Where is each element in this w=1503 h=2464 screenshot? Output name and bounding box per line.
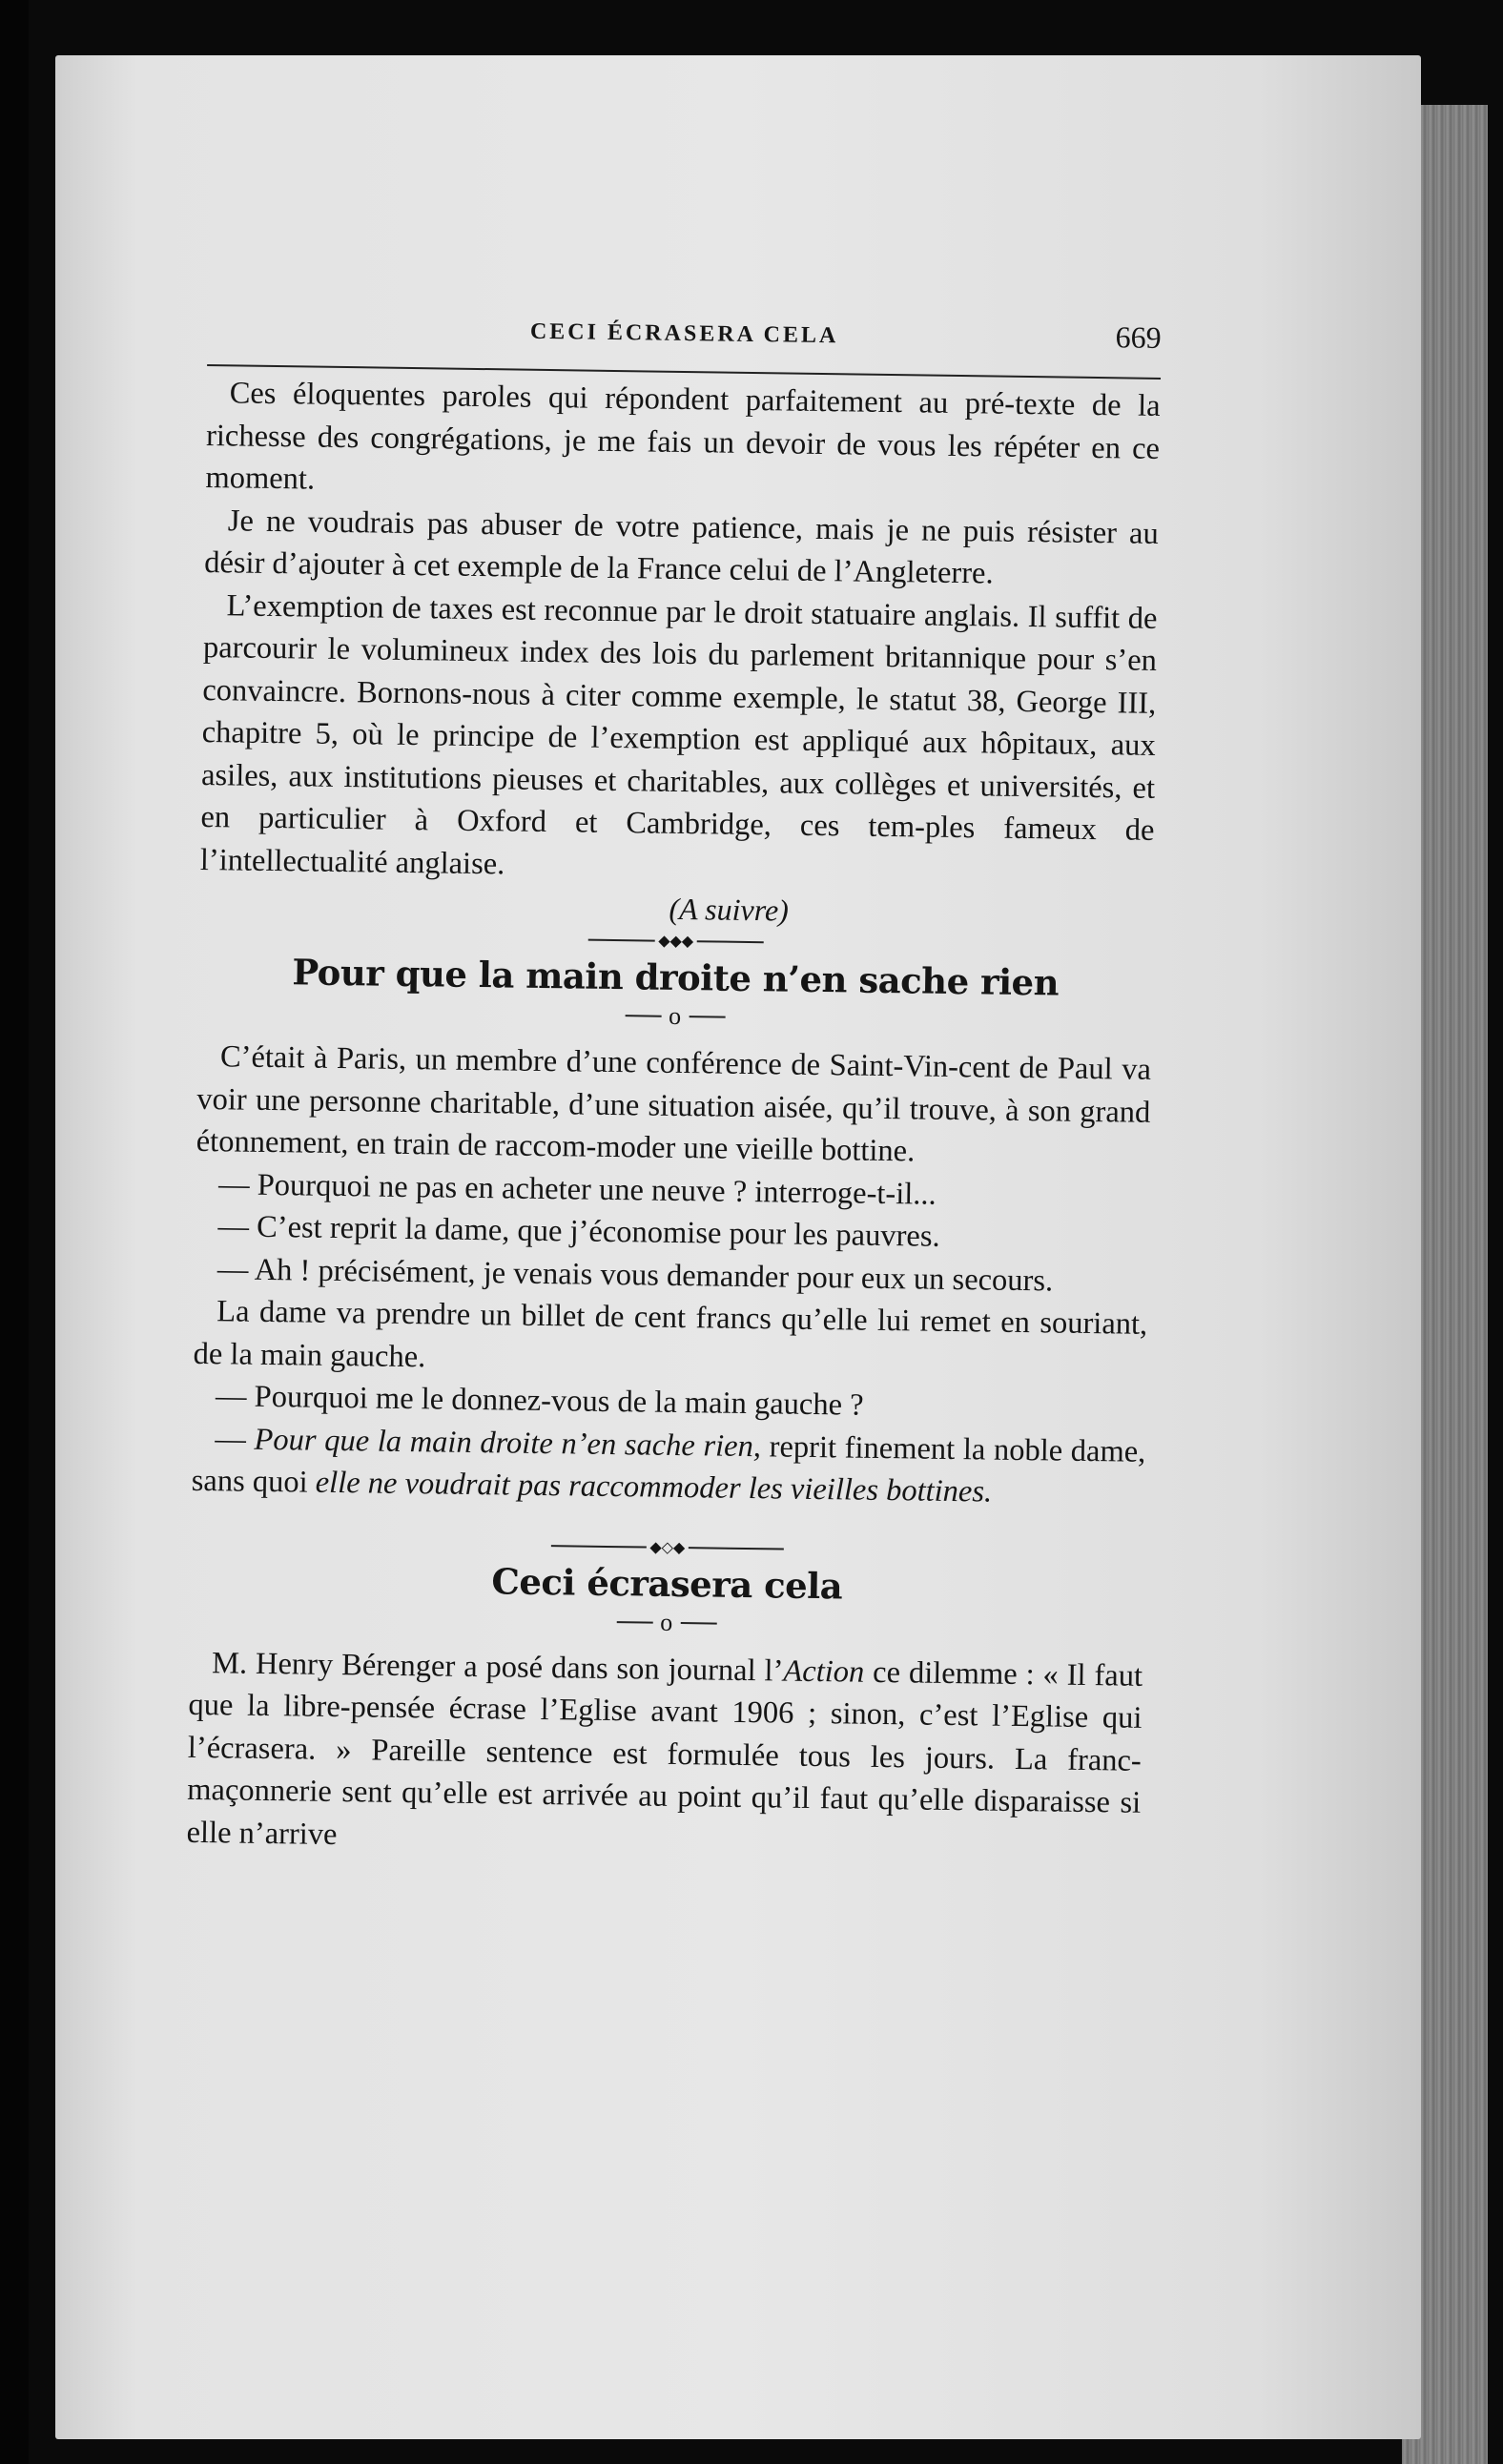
book-spine-shadow <box>0 0 29 2464</box>
paragraph: — Pourquoi me le donnez-vous de la main gauche ? <box>215 1379 864 1423</box>
paragraph: — Ah ! précisément, je venais vous demander pour eux un secours. <box>216 1251 1054 1299</box>
page-number: 669 <box>1115 319 1162 355</box>
article-title: Ceci écrasera cela <box>491 1559 843 1607</box>
ornament-divider: ◆◇◆ <box>191 1530 1144 1559</box>
paragraph: C’était à Paris, un membre d’une conférence de Saint-Vin-cent de Paul va voir une personne charitable, d’une situation aisée, qu’il trouve, à son grand étonnement, en train de raccom-moder une vieille bottine. <box>196 1039 1152 1169</box>
italic-text: Action <box>783 1653 865 1690</box>
text: ce dilemme : « Il faut que la libre-pensée écrase l’Eglise avant 1906 ; sinon, c’est l’Eglise qui l’écrasera. » Pareille sentence est formulée tous les jours. La franc-maçonnerie sent qu’elle est arrivée au point qu’il faut qu’elle disparaisse si elle n’arrive <box>186 1654 1143 1852</box>
running-head <box>207 305 1162 380</box>
paragraph <box>191 1417 1145 1515</box>
running-title: CECI ÉCRASERA CELA <box>529 318 839 349</box>
paragraph: L’exemption de taxes est reconnue par le droit statuaire anglais. Il suffit de parcourir le volumineux index des lois du parlement britannique pour s’en convaincre. Bornons-nous à citer comme exemple, le statut 38, George III, chapitre 5, où le principe de l’exemption est appliqué aux hôpitaux, aux asiles, aux institutions pieuses et charitables, aux collèges et universités, et en particulier à Oxford et Cambridge, ces tem-ples fameux de l’intellectualité anglaise. <box>199 587 1158 881</box>
to-be-continued: (A suivre) <box>669 891 790 928</box>
paragraph <box>186 1641 1143 1866</box>
paragraph: La dame va prendre un billet de cent francs qu’elle lui remet en souriant, de la main gauche. <box>193 1294 1148 1374</box>
divider-mark: o <box>660 1608 673 1636</box>
text: reprit finement la noble dame, sans quoi <box>191 1428 1146 1500</box>
italic-text: Pour que la main droite n’en sache rien, <box>254 1422 762 1464</box>
text: M. Henry Bérenger a posé dans son journal l’ <box>211 1645 784 1689</box>
paragraph: — Pourquoi ne pas en acheter une neuve ? interroge-t-il... <box>217 1166 937 1212</box>
paragraph: Je ne voudrais pas abuser de votre patience, mais je ne puis résister au désir d’ajouter à cet exemple de la France celui de l’Angleterre. <box>203 503 1160 591</box>
italic-text: elle ne voudrait pas raccommoder les vieilles bottines. <box>315 1465 993 1509</box>
ornament-divider: ◆◆◆ <box>199 925 1153 954</box>
divider-mark: o <box>668 1001 682 1031</box>
article-title: Pour que la main droite n’en sache rien <box>292 951 1060 1004</box>
dash: — <box>215 1421 255 1457</box>
paragraph: — C’est reprit la dame, que j’économise pour les pauvres. <box>217 1209 940 1254</box>
page-text-block <box>186 305 1162 1867</box>
paragraph: Ces éloquentes paroles qui répondent parfaitement au pré-texte de la richesse des congrégations, je me fais un devoir de vous les répéter en ce moment. <box>205 376 1161 497</box>
